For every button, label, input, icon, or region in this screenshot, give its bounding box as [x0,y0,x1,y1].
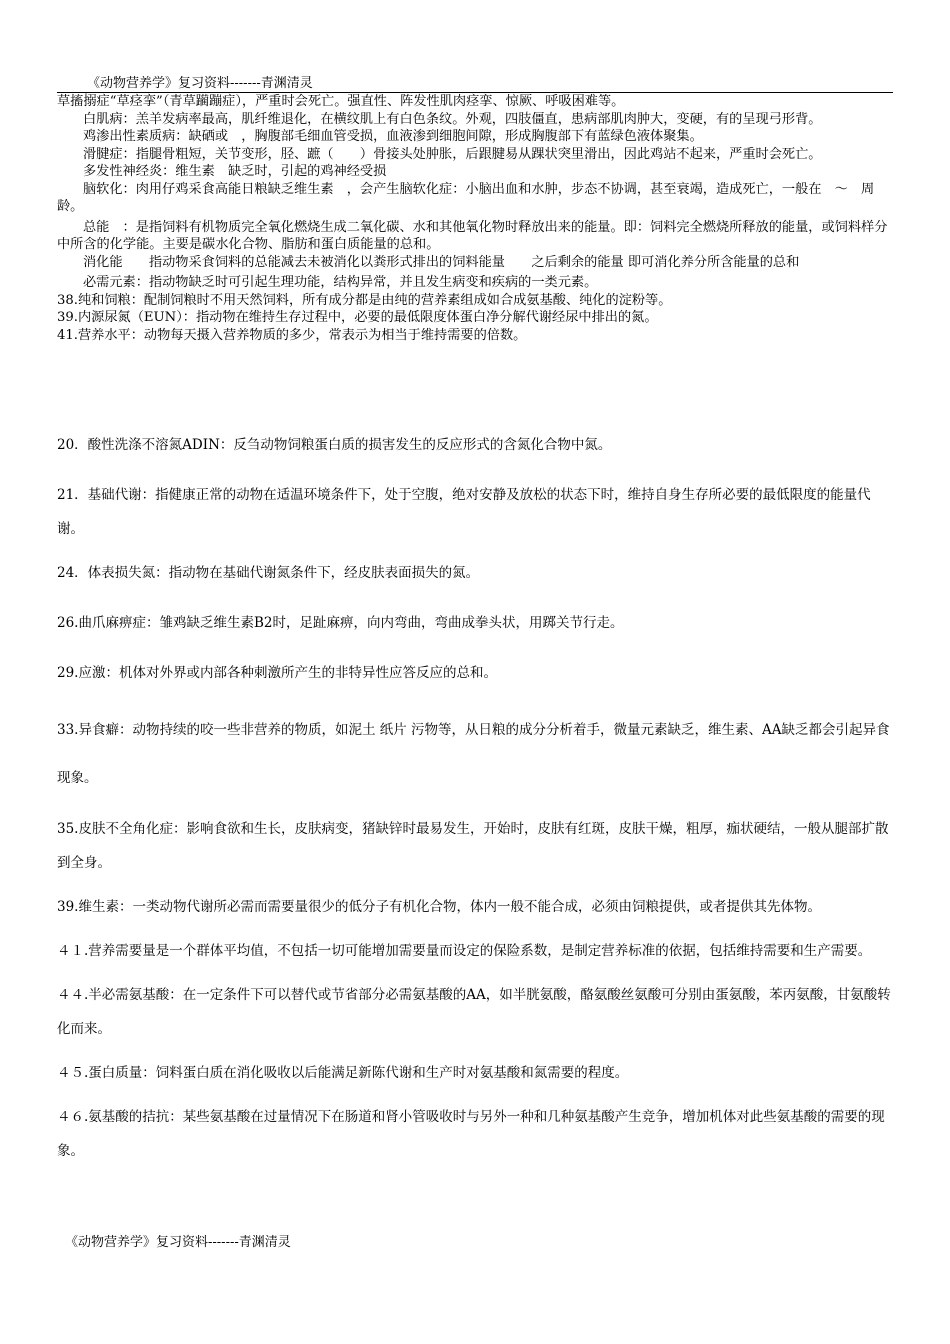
paragraph-essential-elements: 必需元素：指动物缺乏时可引起生理功能，结构异常，并且发生病变和疾病的一类元素。 [83,275,598,290]
paragraph-gross-energy: 总能 ：是指饲料有机物质完全氧化燃烧生成二氧化碳、水和其他氧化物时释放出来的能量。即：饲料完全燃烧所释放的能量，或饲料样分中所含的化学能。主要是碳水化合物、脂肪和蛋白质能量的总和。 [57,219,888,252]
paragraph-purified-diet: 38.纯和饲粮：配制饲粮时不用天然饲料，所有成分都是由纯的营养素组成如合成氨基酸、纯化的淀粉等。 [57,292,672,308]
paragraph-perosis: 滑腱症：指腿骨粗短，关节变形，胫、蹠（ ）骨接头处肿胀，后跟腱易从踝状突里滑出，因此鸡站不起来，严重时会死亡。 [83,146,822,162]
top-text-block [57,93,893,344]
paragraph-amino-acid-antagonism: ４６.氨基酸的拮抗：某些氨基酸在过量情况下在肠道和肾小管吸收时与另外一种和几种氨基酸产生竞争，增加机体对此些氨基酸的需要的现象。 [57,1109,885,1159]
paragraph-white-muscle-disease: 白肌病：羔羊发病率最高，肌纤维退化，在横纹肌上有白色条纹。外观，四肢僵直，患病部肌肉肿大，变硬，有的呈现弓形背。 [83,111,822,127]
paragraph-digestible-energy: 消化能 指动物采食饲料的总能减去未被消化以粪形式排出的饲料能量 之后剩余的能量 即可消化养分所含能量的总和 [83,254,800,270]
paragraph-basal-metabolism: 21．基础代谢：指健康正常的动物在适温环境条件下，处于空腹，绝对安静及放松的状态下时，维持自身生存所必要的最低限度的能量代谢。 [57,487,871,537]
paragraph-nutrition-level: 41.营养水平：动物每天摄入营养物质的多少，常表示为相当于维持需要的倍数。 [57,327,527,343]
paragraph-adin: 20．酸性洗涤不溶氮ADIN：反刍动物饲粮蛋白质的损害发生的反应形式的含氮化合物中氮。 [57,437,612,453]
paragraph-endogenous-urinary-nitrogen: 39.内源尿氮（EUN）：指动物在维持生存过程中，必要的最低限度体蛋白净分解代谢经尿中排出的氮。 [57,310,658,325]
paragraph-nutrient-requirement: ４１.营养需要量是一个群体平均值，不包括一切可能增加需要量而设定的保险系数，是制定营养标准的依据，包括维持需要和生产需要。 [57,943,872,959]
bottom-text-block [57,428,893,1168]
paragraph-vitamin: 39.维生素：一类动物代谢所必需而需要量很少的低分子有机化合物，体内一般不能合成，必须由饲粮提供，或者提供其先体物。 [57,899,821,915]
paragraph-protein-quality: ４５.蛋白质量：饲料蛋白质在消化吸收以后能满足新陈代谢和生产时对氨基酸和氮需要的程度。 [57,1065,629,1081]
paragraph-curled-toe-paralysis: 26.曲爪麻痹症：雏鸡缺乏维生素B2时，足趾麻痹，向内弯曲，弯曲成拳头状，用踯关节行走。 [57,615,624,631]
paragraph-encephalomalacia: 脑软化：肉用仔鸡采食高能日粮缺乏维生素 ，会产生脑软化症：小脑出血和水肿，步态不协调，甚至衰竭，造成死亡，一般在 ～ 周龄。 [57,181,875,214]
paragraph-parakeratosis: 35.皮肤不全角化症：影响食欲和生长，皮肤病变，猪缺锌时最易发生，开始时，皮肤有红斑，皮肤干燥，粗厚，痂状硬结，一般从腿部扩散到全身。 [57,821,889,871]
paragraph-polyneuritis: 多发性神经炎：维生素 缺乏时，引起的鸡神经受损 [83,164,387,179]
page-footer: 《动物营养学》复习资料-------青渊清灵 [65,1235,291,1250]
page-header: 《动物营养学》复习资料-------青渊清灵 [87,76,313,91]
paragraph-stress: 29.应激：机体对外界或内部各种刺激所产生的非特异性应答反应的总和。 [57,665,497,681]
paragraph-semi-essential-amino-acid: ４４.半必需氨基酸：在一定条件下可以替代或节省部分必需氨基酸的AA，如半胱氨酸，酪氨酸丝氨酸可分别由蛋氨酸，苯丙氨酸，甘氨酸转化而来。 [57,987,891,1037]
paragraph-pica: 33.异食癖：动物持续的咬一些非营养的物质，如泥土 纸片 污物等，从日粮的成分分析着手，微量元素缺乏，维生素、AA缺乏都会引起异食现象。 [57,722,890,786]
paragraph-exudative-diathesis: 鸡渗出性素质病：缺硒或 ，胸腹部毛细血管受损，血液渗到细胞间隙，形成胸腹部下有蓝绿色液体聚集。 [83,129,703,144]
paragraph-body-surface-nitrogen: 24．体表损失氮：指动物在基础代谢氮条件下，经皮肤表面损失的氮。 [57,565,480,581]
paragraph-grass-tetany: 草搐搦症“草痉挛”（青草躏蹦症），严重时会死亡。强直性、阵发性肌肉痉挛、惊厥、呼吸困难等。 [57,94,625,109]
